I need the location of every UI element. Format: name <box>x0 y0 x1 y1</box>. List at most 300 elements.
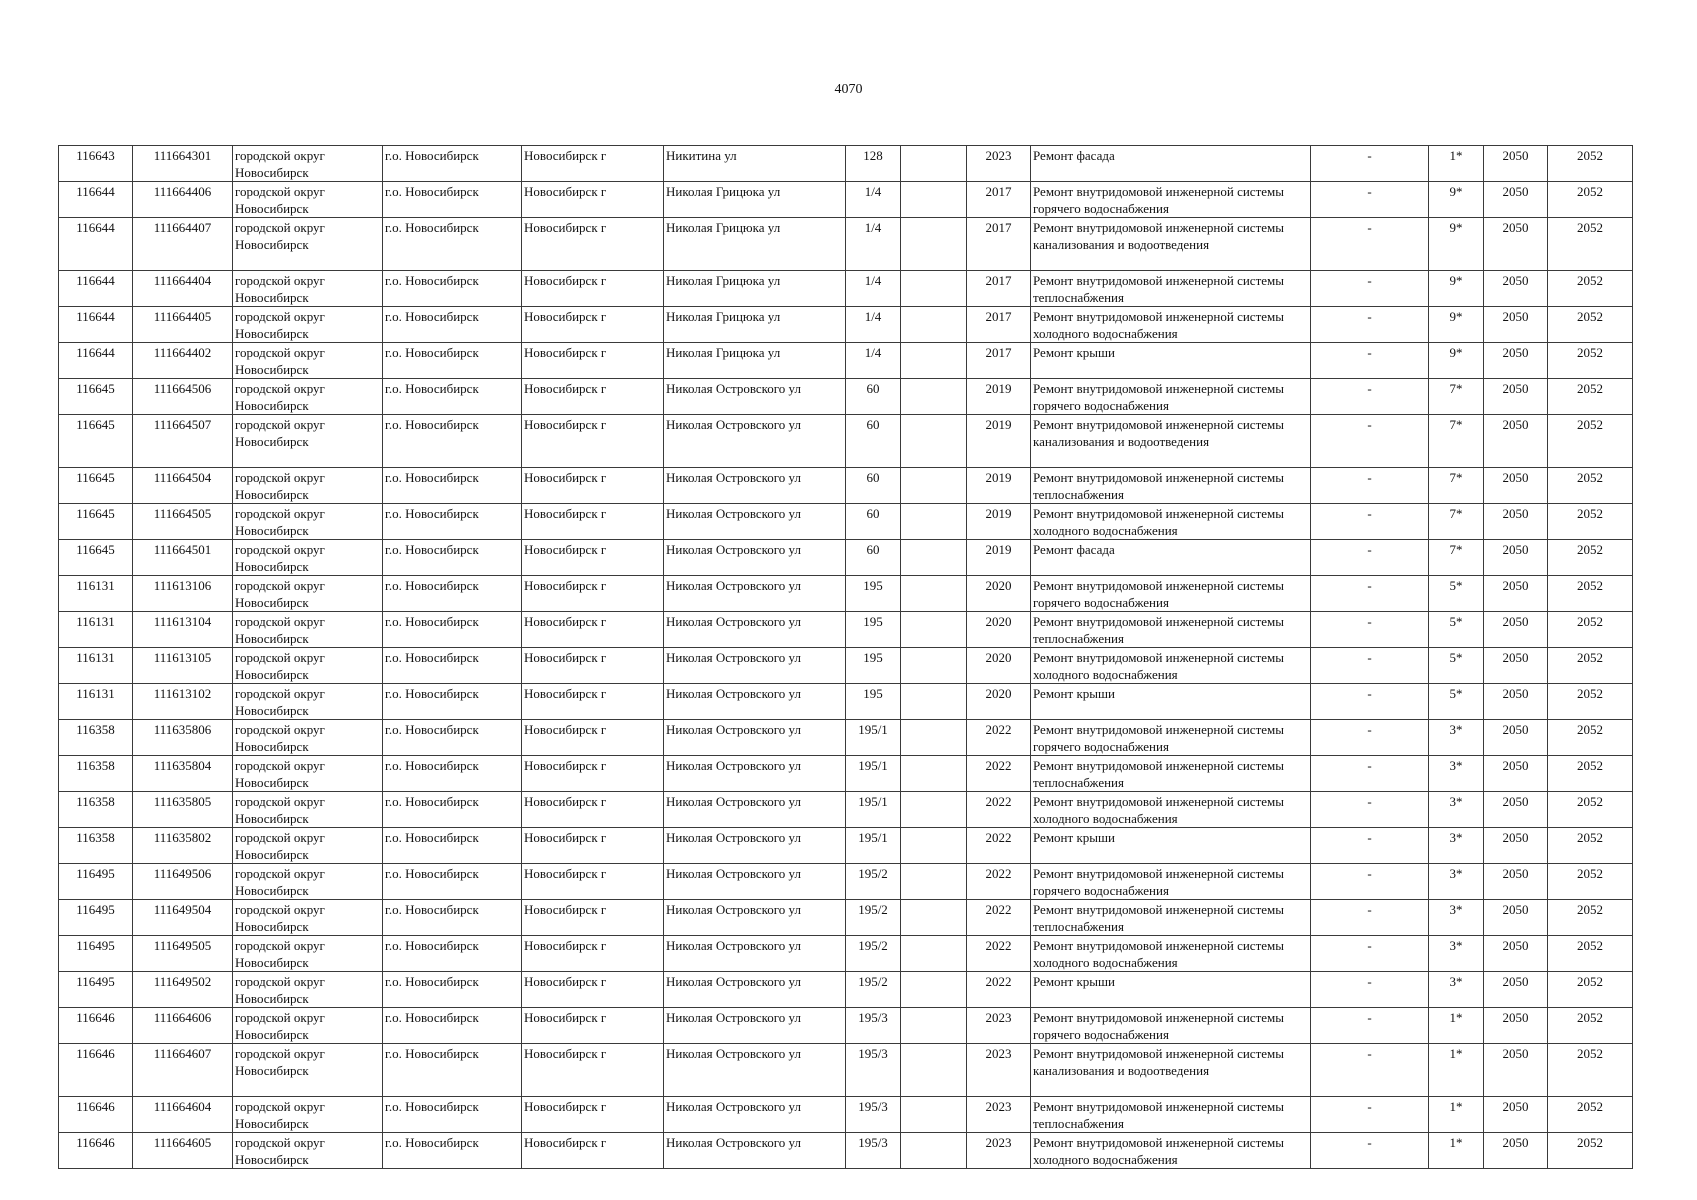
table-row <box>59 146 1633 182</box>
cell-year-end: 2052 <box>1548 415 1633 468</box>
cell-year-end: 2052 <box>1548 307 1633 343</box>
cell-year: 2022 <box>967 900 1031 936</box>
register-table <box>58 145 1633 1169</box>
cell-year: 2023 <box>967 1133 1031 1169</box>
table-row <box>59 684 1633 720</box>
cell-house-id: 116646 <box>59 1097 133 1133</box>
cell-dash: - <box>1311 271 1429 307</box>
cell-house-number: 1/4 <box>846 218 901 271</box>
cell-year-end: 2052 <box>1548 1133 1633 1169</box>
cell-year-start: 2050 <box>1484 379 1548 415</box>
cell-municipality: городской округ Новосибирск <box>233 684 383 720</box>
cell-work-id: 111664604 <box>133 1097 233 1133</box>
cell-floors: 3* <box>1429 864 1484 900</box>
cell-year: 2022 <box>967 828 1031 864</box>
cell-street: Николая Островского ул <box>664 864 846 900</box>
cell-district: г.о. Новосибирск <box>383 936 522 972</box>
cell-dash: - <box>1311 1044 1429 1097</box>
cell-year: 2019 <box>967 504 1031 540</box>
cell-floors: 1* <box>1429 1133 1484 1169</box>
cell-year-end: 2052 <box>1548 468 1633 504</box>
cell-work-type: Ремонт крыши <box>1031 828 1311 864</box>
table-row <box>59 540 1633 576</box>
table-row <box>59 612 1633 648</box>
cell-work-type: Ремонт внутридомовой инженерной системы теплоснабжения <box>1031 612 1311 648</box>
cell-year-start: 2050 <box>1484 182 1548 218</box>
cell-floors: 5* <box>1429 612 1484 648</box>
cell-work-type: Ремонт внутридомовой инженерной системы холодного водоснабжения <box>1031 307 1311 343</box>
cell-work-type: Ремонт внутридомовой инженерной системы теплоснабжения <box>1031 271 1311 307</box>
cell-house-id: 116645 <box>59 415 133 468</box>
cell-year-end: 2052 <box>1548 612 1633 648</box>
table-row <box>59 864 1633 900</box>
cell-dash: - <box>1311 684 1429 720</box>
cell-floors: 9* <box>1429 307 1484 343</box>
cell-work-type: Ремонт внутридомовой инженерной системы холодного водоснабжения <box>1031 936 1311 972</box>
cell-floors: 5* <box>1429 648 1484 684</box>
cell-empty <box>901 648 967 684</box>
cell-dash: - <box>1311 900 1429 936</box>
cell-year-end: 2052 <box>1548 756 1633 792</box>
cell-house-number: 195 <box>846 648 901 684</box>
cell-year-end: 2052 <box>1548 218 1633 271</box>
cell-floors: 3* <box>1429 756 1484 792</box>
cell-empty <box>901 540 967 576</box>
cell-dash: - <box>1311 468 1429 504</box>
cell-street: Николая Островского ул <box>664 720 846 756</box>
cell-work-type: Ремонт внутридомовой инженерной системы горячего водоснабжения <box>1031 1008 1311 1044</box>
cell-district: г.о. Новосибирск <box>383 720 522 756</box>
cell-house-number: 195/3 <box>846 1133 901 1169</box>
table-row <box>59 271 1633 307</box>
table-row <box>59 415 1633 468</box>
cell-dash: - <box>1311 307 1429 343</box>
cell-settlement: Новосибирск г <box>522 972 664 1008</box>
cell-dash: - <box>1311 146 1429 182</box>
cell-house-number: 60 <box>846 468 901 504</box>
cell-empty <box>901 1044 967 1097</box>
cell-year: 2017 <box>967 218 1031 271</box>
cell-municipality: городской округ Новосибирск <box>233 972 383 1008</box>
cell-year-start: 2050 <box>1484 900 1548 936</box>
cell-settlement: Новосибирск г <box>522 415 664 468</box>
cell-work-id: 111664505 <box>133 504 233 540</box>
cell-year-end: 2052 <box>1548 648 1633 684</box>
cell-settlement: Новосибирск г <box>522 648 664 684</box>
cell-house-number: 1/4 <box>846 307 901 343</box>
cell-year: 2022 <box>967 972 1031 1008</box>
cell-municipality: городской округ Новосибирск <box>233 271 383 307</box>
cell-house-id: 116646 <box>59 1008 133 1044</box>
cell-house-number: 1/4 <box>846 182 901 218</box>
cell-year-end: 2052 <box>1548 271 1633 307</box>
cell-work-id: 111613104 <box>133 612 233 648</box>
cell-municipality: городской округ Новосибирск <box>233 379 383 415</box>
cell-year-end: 2052 <box>1548 972 1633 1008</box>
cell-municipality: городской округ Новосибирск <box>233 415 383 468</box>
cell-work-type: Ремонт фасада <box>1031 540 1311 576</box>
cell-work-id: 111664405 <box>133 307 233 343</box>
cell-year: 2019 <box>967 415 1031 468</box>
cell-district: г.о. Новосибирск <box>383 792 522 828</box>
cell-district: г.о. Новосибирск <box>383 972 522 1008</box>
cell-house-number: 60 <box>846 415 901 468</box>
cell-empty <box>901 900 967 936</box>
cell-house-id: 116645 <box>59 540 133 576</box>
cell-settlement: Новосибирск г <box>522 504 664 540</box>
cell-work-type: Ремонт внутридомовой инженерной системы горячего водоснабжения <box>1031 576 1311 612</box>
cell-floors: 9* <box>1429 271 1484 307</box>
cell-district: г.о. Новосибирск <box>383 468 522 504</box>
cell-district: г.о. Новосибирск <box>383 307 522 343</box>
cell-house-id: 116646 <box>59 1044 133 1097</box>
cell-year: 2020 <box>967 576 1031 612</box>
cell-floors: 3* <box>1429 792 1484 828</box>
cell-district: г.о. Новосибирск <box>383 415 522 468</box>
table-row <box>59 972 1633 1008</box>
cell-house-id: 116358 <box>59 792 133 828</box>
cell-house-number: 195/1 <box>846 756 901 792</box>
cell-street: Николая Островского ул <box>664 684 846 720</box>
cell-settlement: Новосибирск г <box>522 828 664 864</box>
cell-district: г.о. Новосибирск <box>383 900 522 936</box>
cell-dash: - <box>1311 828 1429 864</box>
table-row <box>59 468 1633 504</box>
cell-dash: - <box>1311 648 1429 684</box>
cell-floors: 9* <box>1429 182 1484 218</box>
cell-house-id: 116358 <box>59 828 133 864</box>
cell-year: 2019 <box>967 540 1031 576</box>
cell-work-id: 111664301 <box>133 146 233 182</box>
table-row <box>59 900 1633 936</box>
cell-municipality: городской округ Новосибирск <box>233 1097 383 1133</box>
cell-year-end: 2052 <box>1548 1097 1633 1133</box>
cell-work-id: 111664605 <box>133 1133 233 1169</box>
cell-house-number: 1/4 <box>846 343 901 379</box>
cell-empty <box>901 756 967 792</box>
cell-street: Николая Островского ул <box>664 468 846 504</box>
cell-street: Николая Грицюка ул <box>664 182 846 218</box>
cell-floors: 1* <box>1429 146 1484 182</box>
cell-year-start: 2050 <box>1484 936 1548 972</box>
cell-municipality: городской округ Новосибирск <box>233 468 383 504</box>
cell-work-type: Ремонт фасада <box>1031 146 1311 182</box>
cell-floors: 1* <box>1429 1097 1484 1133</box>
cell-street: Николая Островского ул <box>664 1008 846 1044</box>
table-row <box>59 504 1633 540</box>
cell-year-end: 2052 <box>1548 720 1633 756</box>
cell-house-number: 195/3 <box>846 1044 901 1097</box>
cell-year-start: 2050 <box>1484 307 1548 343</box>
cell-house-number: 60 <box>846 540 901 576</box>
cell-settlement: Новосибирск г <box>522 612 664 648</box>
cell-municipality: городской округ Новосибирск <box>233 792 383 828</box>
cell-year-start: 2050 <box>1484 612 1548 648</box>
cell-settlement: Новосибирск г <box>522 146 664 182</box>
cell-street: Николая Островского ул <box>664 415 846 468</box>
cell-dash: - <box>1311 792 1429 828</box>
cell-empty <box>901 828 967 864</box>
cell-district: г.о. Новосибирск <box>383 684 522 720</box>
cell-house-number: 195/1 <box>846 792 901 828</box>
cell-municipality: городской округ Новосибирск <box>233 343 383 379</box>
cell-settlement: Новосибирск г <box>522 343 664 379</box>
cell-district: г.о. Новосибирск <box>383 576 522 612</box>
cell-work-id: 111664407 <box>133 218 233 271</box>
cell-settlement: Новосибирск г <box>522 900 664 936</box>
cell-empty <box>901 146 967 182</box>
cell-work-id: 111649502 <box>133 972 233 1008</box>
cell-dash: - <box>1311 1008 1429 1044</box>
cell-empty <box>901 936 967 972</box>
cell-house-id: 116644 <box>59 271 133 307</box>
cell-year-start: 2050 <box>1484 540 1548 576</box>
cell-year: 2017 <box>967 271 1031 307</box>
cell-year-start: 2050 <box>1484 828 1548 864</box>
cell-work-id: 111664606 <box>133 1008 233 1044</box>
cell-settlement: Новосибирск г <box>522 576 664 612</box>
cell-floors: 1* <box>1429 1008 1484 1044</box>
cell-district: г.о. Новосибирск <box>383 756 522 792</box>
cell-house-id: 116495 <box>59 936 133 972</box>
cell-year: 2022 <box>967 792 1031 828</box>
cell-street: Николая Островского ул <box>664 540 846 576</box>
cell-year-end: 2052 <box>1548 828 1633 864</box>
cell-year-start: 2050 <box>1484 504 1548 540</box>
cell-floors: 3* <box>1429 936 1484 972</box>
cell-street: Николая Островского ул <box>664 972 846 1008</box>
cell-house-id: 116643 <box>59 146 133 182</box>
cell-street: Николая Островского ул <box>664 648 846 684</box>
cell-year: 2019 <box>967 379 1031 415</box>
cell-work-id: 111635802 <box>133 828 233 864</box>
cell-work-id: 111613102 <box>133 684 233 720</box>
cell-dash: - <box>1311 972 1429 1008</box>
cell-work-type: Ремонт внутридомовой инженерной системы холодного водоснабжения <box>1031 648 1311 684</box>
cell-empty <box>901 307 967 343</box>
cell-work-id: 111664504 <box>133 468 233 504</box>
cell-floors: 3* <box>1429 720 1484 756</box>
cell-year-end: 2052 <box>1548 1044 1633 1097</box>
cell-street: Никитина ул <box>664 146 846 182</box>
cell-work-type: Ремонт внутридомовой инженерной системы горячего водоснабжения <box>1031 720 1311 756</box>
cell-municipality: городской округ Новосибирск <box>233 936 383 972</box>
cell-district: г.о. Новосибирск <box>383 146 522 182</box>
cell-floors: 9* <box>1429 343 1484 379</box>
cell-dash: - <box>1311 379 1429 415</box>
cell-work-id: 111649506 <box>133 864 233 900</box>
cell-house-id: 116131 <box>59 576 133 612</box>
cell-house-number: 60 <box>846 504 901 540</box>
cell-year: 2022 <box>967 864 1031 900</box>
cell-empty <box>901 864 967 900</box>
cell-house-number: 195/2 <box>846 972 901 1008</box>
cell-dash: - <box>1311 218 1429 271</box>
cell-street: Николая Грицюка ул <box>664 218 846 271</box>
cell-district: г.о. Новосибирск <box>383 864 522 900</box>
cell-floors: 3* <box>1429 900 1484 936</box>
cell-house-id: 116646 <box>59 1133 133 1169</box>
cell-district: г.о. Новосибирск <box>383 1133 522 1169</box>
cell-floors: 9* <box>1429 218 1484 271</box>
cell-year: 2022 <box>967 720 1031 756</box>
cell-empty <box>901 468 967 504</box>
cell-district: г.о. Новосибирск <box>383 828 522 864</box>
cell-work-type: Ремонт внутридомовой инженерной системы теплоснабжения <box>1031 1097 1311 1133</box>
cell-year-start: 2050 <box>1484 576 1548 612</box>
cell-work-id: 111664406 <box>133 182 233 218</box>
cell-year-end: 2052 <box>1548 504 1633 540</box>
cell-house-id: 116645 <box>59 468 133 504</box>
cell-dash: - <box>1311 504 1429 540</box>
cell-year: 2020 <box>967 648 1031 684</box>
cell-year-start: 2050 <box>1484 343 1548 379</box>
cell-year-end: 2052 <box>1548 792 1633 828</box>
cell-settlement: Новосибирск г <box>522 792 664 828</box>
cell-empty <box>901 218 967 271</box>
cell-municipality: городской округ Новосибирск <box>233 504 383 540</box>
cell-district: г.о. Новосибирск <box>383 612 522 648</box>
cell-floors: 3* <box>1429 972 1484 1008</box>
cell-municipality: городской округ Новосибирск <box>233 900 383 936</box>
cell-year-end: 2052 <box>1548 182 1633 218</box>
cell-floors: 1* <box>1429 1044 1484 1097</box>
cell-work-id: 111664404 <box>133 271 233 307</box>
cell-empty <box>901 1097 967 1133</box>
cell-dash: - <box>1311 343 1429 379</box>
cell-district: г.о. Новосибирск <box>383 1044 522 1097</box>
cell-dash: - <box>1311 612 1429 648</box>
cell-house-number: 195 <box>846 612 901 648</box>
cell-settlement: Новосибирск г <box>522 307 664 343</box>
cell-house-id: 116131 <box>59 612 133 648</box>
cell-year: 2017 <box>967 182 1031 218</box>
cell-empty <box>901 415 967 468</box>
cell-house-id: 116644 <box>59 218 133 271</box>
cell-district: г.о. Новосибирск <box>383 379 522 415</box>
cell-house-id: 116358 <box>59 756 133 792</box>
cell-municipality: городской округ Новосибирск <box>233 720 383 756</box>
cell-district: г.о. Новосибирск <box>383 648 522 684</box>
cell-year: 2022 <box>967 936 1031 972</box>
cell-year-start: 2050 <box>1484 1008 1548 1044</box>
cell-work-id: 111664607 <box>133 1044 233 1097</box>
cell-municipality: городской округ Новосибирск <box>233 307 383 343</box>
cell-work-id: 111635806 <box>133 720 233 756</box>
cell-settlement: Новосибирск г <box>522 864 664 900</box>
cell-year-end: 2052 <box>1548 540 1633 576</box>
cell-house-id: 116644 <box>59 307 133 343</box>
cell-street: Николая Островского ул <box>664 756 846 792</box>
cell-year: 2017 <box>967 307 1031 343</box>
cell-year: 2023 <box>967 1044 1031 1097</box>
cell-house-number: 195/2 <box>846 936 901 972</box>
cell-work-type: Ремонт внутридомовой инженерной системы холодного водоснабжения <box>1031 504 1311 540</box>
cell-house-number: 195 <box>846 576 901 612</box>
cell-house-number: 195/2 <box>846 864 901 900</box>
table-row <box>59 307 1633 343</box>
cell-street: Николая Грицюка ул <box>664 271 846 307</box>
cell-year-start: 2050 <box>1484 720 1548 756</box>
cell-year-end: 2052 <box>1548 576 1633 612</box>
table-row <box>59 1097 1633 1133</box>
cell-district: г.о. Новосибирск <box>383 271 522 307</box>
table-row <box>59 648 1633 684</box>
cell-floors: 7* <box>1429 415 1484 468</box>
cell-house-id: 116644 <box>59 182 133 218</box>
cell-year-end: 2052 <box>1548 343 1633 379</box>
cell-municipality: городской округ Новосибирск <box>233 864 383 900</box>
table-row <box>59 1133 1633 1169</box>
cell-work-type: Ремонт внутридомовой инженерной системы теплоснабжения <box>1031 756 1311 792</box>
cell-year-start: 2050 <box>1484 271 1548 307</box>
cell-street: Николая Грицюка ул <box>664 343 846 379</box>
cell-work-type: Ремонт внутридомовой инженерной системы канализования и водоотведения <box>1031 415 1311 468</box>
cell-year-start: 2050 <box>1484 468 1548 504</box>
cell-floors: 3* <box>1429 828 1484 864</box>
cell-empty <box>901 684 967 720</box>
cell-street: Николая Островского ул <box>664 576 846 612</box>
cell-floors: 5* <box>1429 576 1484 612</box>
cell-municipality: городской округ Новосибирск <box>233 576 383 612</box>
cell-empty <box>901 720 967 756</box>
cell-year-end: 2052 <box>1548 684 1633 720</box>
cell-work-id: 111664501 <box>133 540 233 576</box>
cell-year-end: 2052 <box>1548 379 1633 415</box>
cell-year-end: 2052 <box>1548 864 1633 900</box>
cell-work-id: 111664402 <box>133 343 233 379</box>
cell-house-number: 195 <box>846 684 901 720</box>
cell-year-start: 2050 <box>1484 1097 1548 1133</box>
cell-municipality: городской округ Новосибирск <box>233 612 383 648</box>
cell-house-number: 195/1 <box>846 828 901 864</box>
cell-settlement: Новосибирск г <box>522 1133 664 1169</box>
cell-street: Николая Островского ул <box>664 1133 846 1169</box>
cell-house-id: 116495 <box>59 864 133 900</box>
cell-settlement: Новосибирск г <box>522 468 664 504</box>
cell-work-type: Ремонт крыши <box>1031 972 1311 1008</box>
cell-settlement: Новосибирск г <box>522 756 664 792</box>
cell-year-end: 2052 <box>1548 146 1633 182</box>
cell-dash: - <box>1311 720 1429 756</box>
cell-work-type: Ремонт крыши <box>1031 684 1311 720</box>
cell-settlement: Новосибирск г <box>522 271 664 307</box>
cell-district: г.о. Новосибирск <box>383 218 522 271</box>
cell-work-type: Ремонт внутридомовой инженерной системы холодного водоснабжения <box>1031 792 1311 828</box>
cell-municipality: городской округ Новосибирск <box>233 182 383 218</box>
cell-dash: - <box>1311 182 1429 218</box>
cell-house-number: 195/3 <box>846 1097 901 1133</box>
cell-floors: 5* <box>1429 684 1484 720</box>
cell-district: г.о. Новосибирск <box>383 343 522 379</box>
cell-municipality: городской округ Новосибирск <box>233 1008 383 1044</box>
register-table-body <box>59 146 1633 1169</box>
cell-year-end: 2052 <box>1548 900 1633 936</box>
table-row <box>59 182 1633 218</box>
cell-year: 2017 <box>967 343 1031 379</box>
cell-work-id: 111635805 <box>133 792 233 828</box>
cell-house-number: 195/1 <box>846 720 901 756</box>
cell-empty <box>901 343 967 379</box>
cell-work-id: 111613105 <box>133 648 233 684</box>
table-row <box>59 1008 1633 1044</box>
cell-empty <box>901 1008 967 1044</box>
cell-year-start: 2050 <box>1484 972 1548 1008</box>
cell-dash: - <box>1311 1133 1429 1169</box>
cell-work-type: Ремонт внутридомовой инженерной системы теплоснабжения <box>1031 900 1311 936</box>
cell-work-id: 111613106 <box>133 576 233 612</box>
cell-year: 2019 <box>967 468 1031 504</box>
